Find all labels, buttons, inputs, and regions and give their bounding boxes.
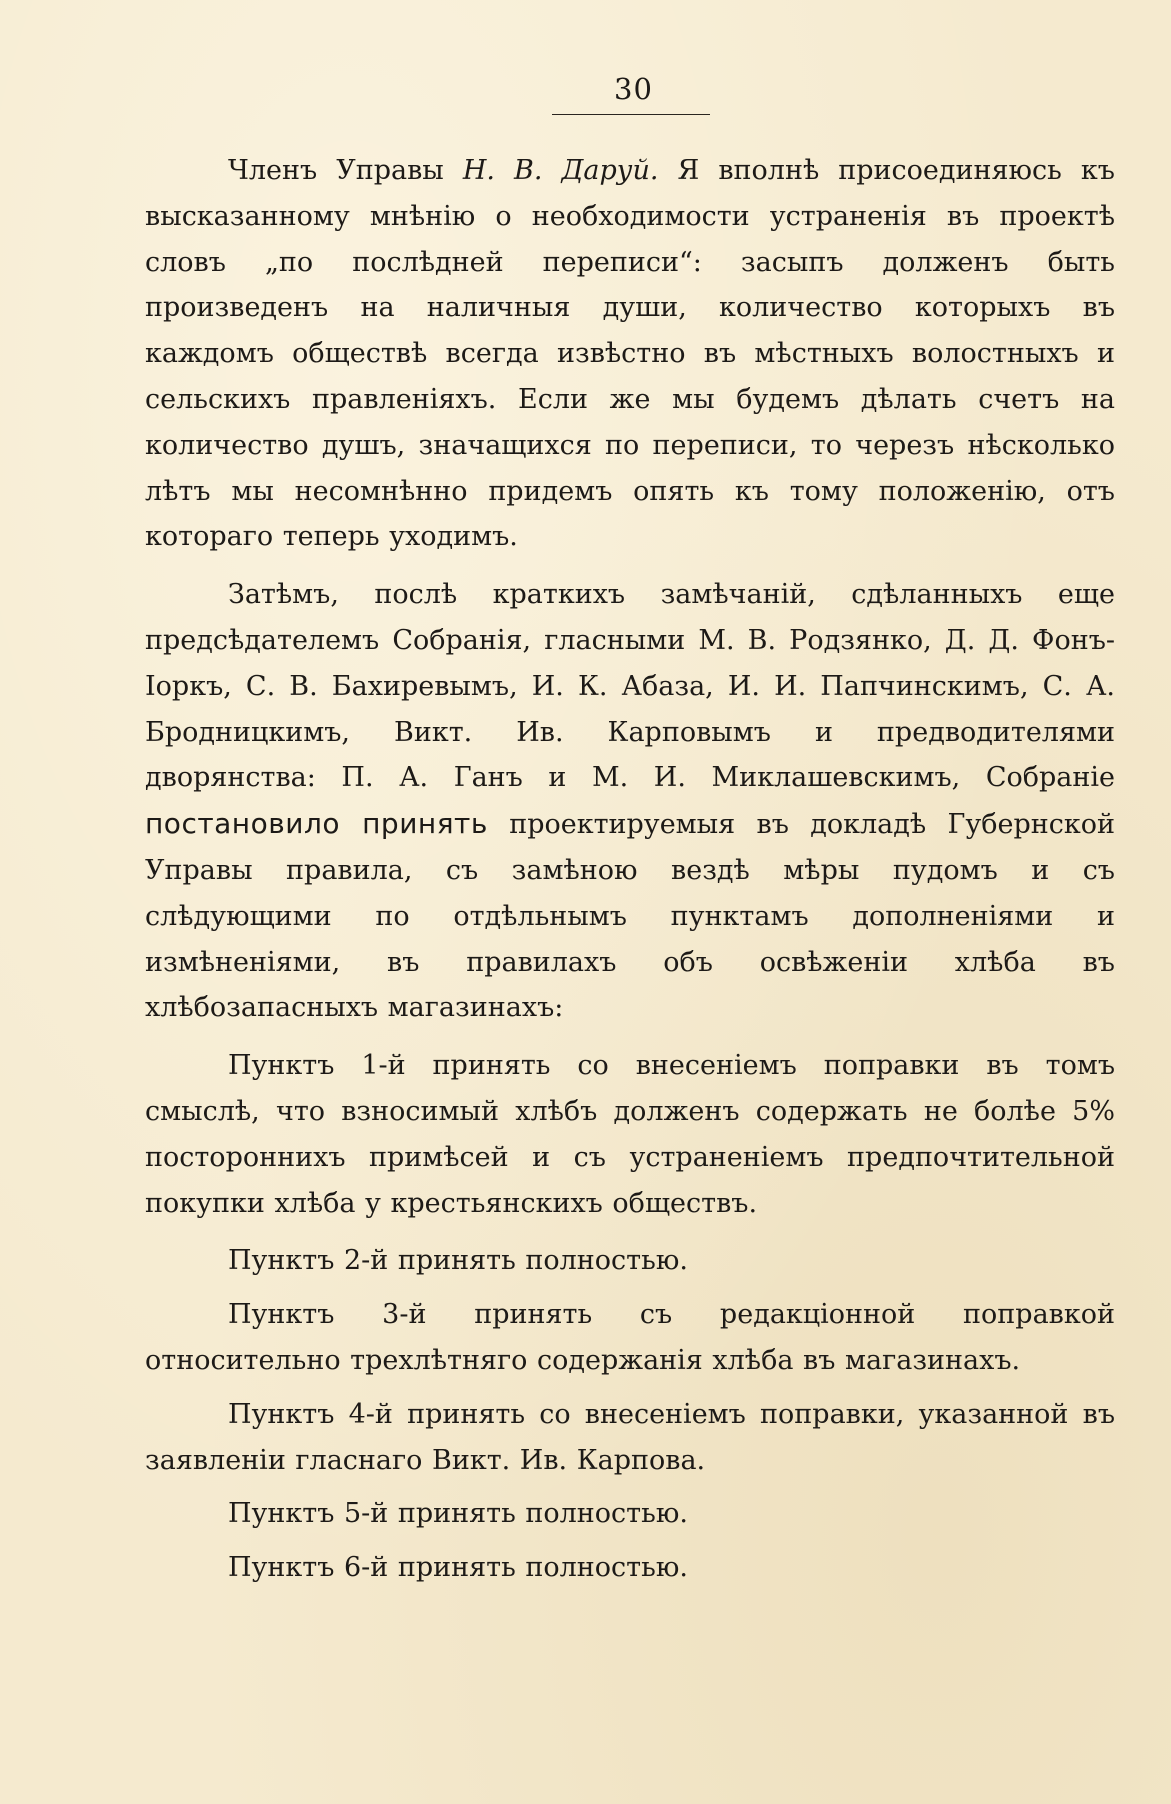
paragraph-1-text: Я вполнѣ присоединяюсь къ высказанному мнѣнію о необходимости устраненія въ проектѣ словъ „по послѣдней переписи“: засыпъ долженъ быть произведенъ на наличныя души, количество которыхъ въ каждомъ обществѣ всегда извѣстно въ мѣстныхъ волостныхъ и сельскихъ правленіяхъ. Если же мы будемъ дѣлать счетъ на количество душъ, значащихся по переписи, то черезъ нѣсколько лѣтъ мы несомнѣнно придемъ опять къ тому положенію, отъ котораго теперь уходимъ. — [145, 155, 1115, 553]
paragraph-4: Пунктъ 2-й принять полностью. — [228, 1245, 688, 1277]
paragraph-6: Пунктъ 4-й принять со внесеніемъ поправки, указанной въ заявленіи гласнаго Викт. Ив. Карпова. — [145, 1398, 1115, 1476]
paragraph-8: Пунктъ 6-й принять полностью. — [228, 1552, 688, 1584]
paragraph-2-text-before: Затѣмъ, послѣ краткихъ замѣчаній, сдѣланныхъ еще предсѣдателемъ Собранія, гласными М. В. Родзянко, Д. Д. Фонъ-Іоркъ, С. В. Бахиревымъ, И. К. Абаза, И. И. Папчинскимъ, С. А. Бродницкимъ, Викт. Ив. Карповымъ и предводителями дворянства: П. А. Ганъ и М. И. Миклашевскимъ, Собраніе — [145, 579, 1115, 794]
paragraph-1 — [145, 148, 1115, 560]
paragraph-2 — [145, 572, 1115, 1031]
body-text — [145, 148, 1115, 1591]
paragraph-7: Пунктъ 5-й принять полностью. — [228, 1498, 688, 1530]
page-number: 30 — [614, 72, 653, 106]
paragraph-1-speaker: Н. В. Даруй. — [462, 155, 659, 186]
paragraph-5: Пунктъ 3-й принять съ редакціонной поправкой относительно трехлѣтняго содержанія хлѣба въ магазинахъ. — [145, 1299, 1115, 1376]
paragraph-1-lead: Членъ Управы — [228, 155, 444, 186]
paragraph-2-text-after: проектируемыя въ докладѣ Губернской Управы правила, съ замѣною вездѣ мѣры пудомъ и съ слѣдующими по отдѣльнымъ пунктамъ дополненіями и измѣненіями, въ правилахъ объ освѣженіи хлѣба въ хлѣбозапасныхъ магазинахъ: — [145, 809, 1115, 1024]
paragraph-3: Пунктъ 1-й принять со внесеніемъ поправки въ томъ смыслѣ, что взносимый хлѣбъ долженъ содержать не болѣе 5% постороннихъ примѣсей и съ устраненіемъ предпочтительной покупки хлѣба у крестьянскихъ обществъ. — [145, 1050, 1115, 1219]
paragraph-2-emphasis: постановило принять — [145, 807, 488, 841]
page-number-rule — [552, 114, 710, 115]
